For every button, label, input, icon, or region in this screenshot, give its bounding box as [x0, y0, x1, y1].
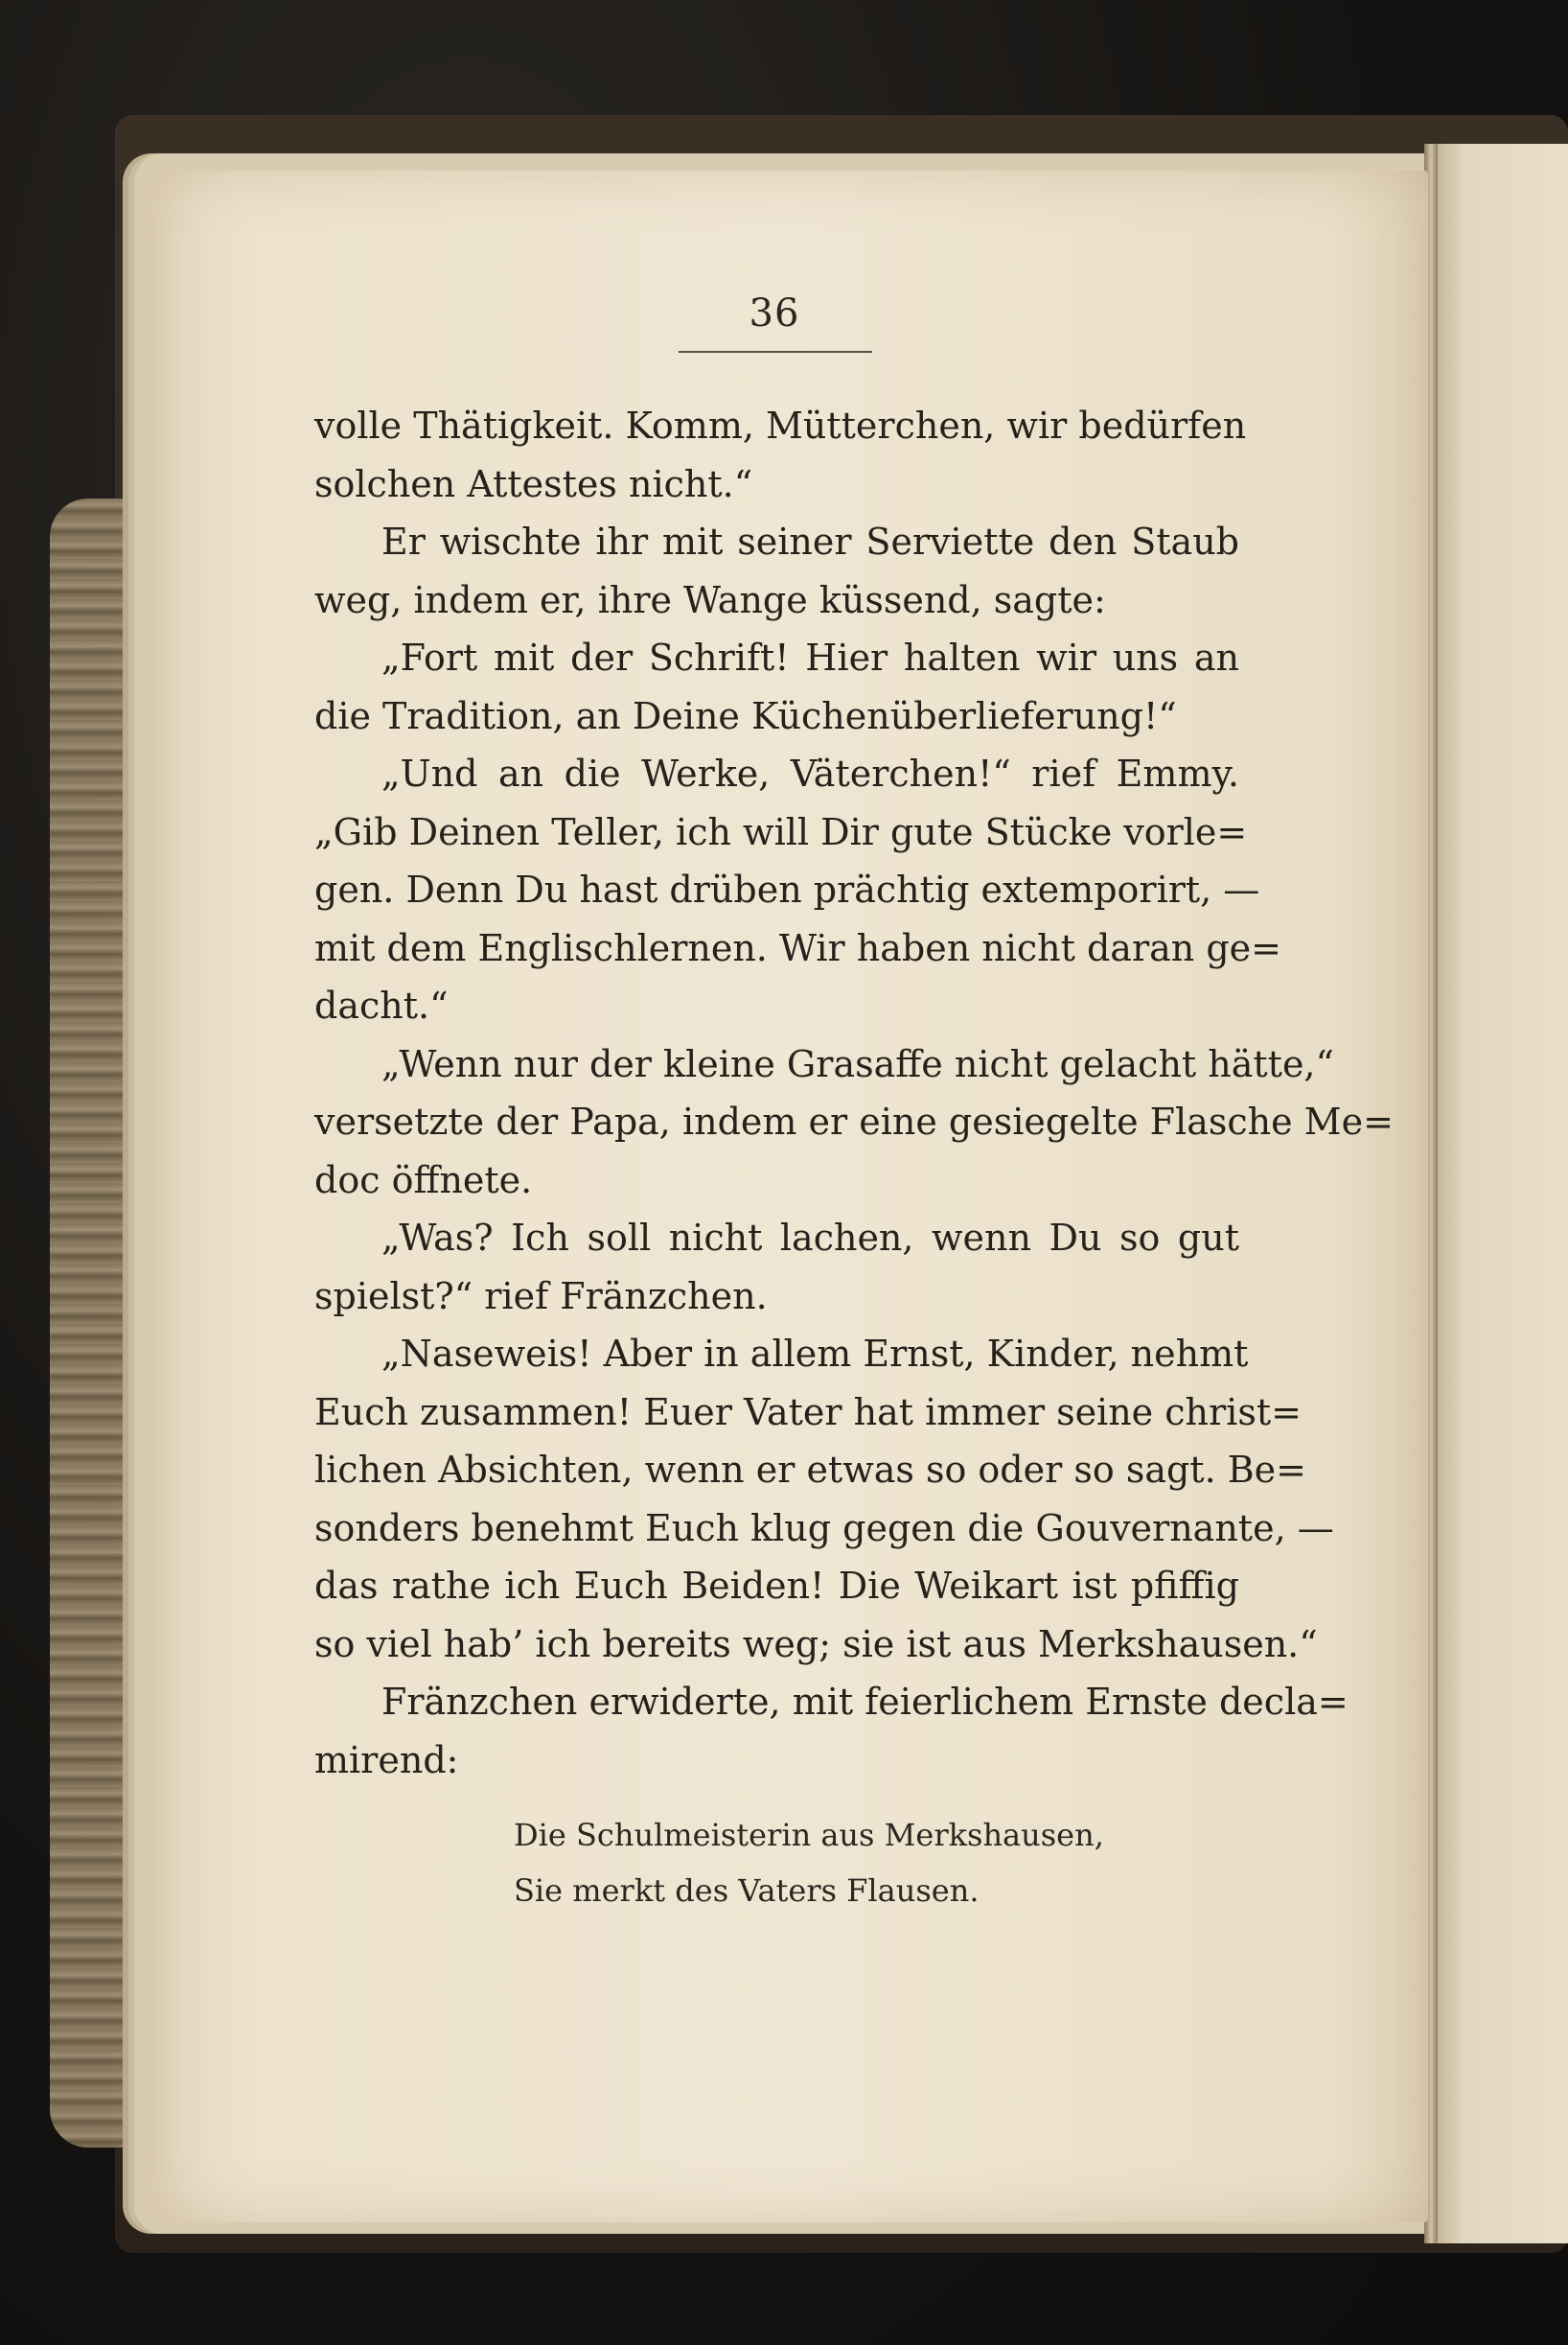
text-line: solchen Attestes nicht.“	[314, 462, 753, 505]
text-line: „Fort mit der Schrift! Hier halten wir uns an	[381, 637, 1239, 679]
text-line: Fränzchen erwiderte, mit feierlichem Ernste decla=	[381, 1681, 1349, 1723]
text-line: „Und an die Werke, Väterchen!“ rief Emmy.	[381, 753, 1239, 795]
text-line: mirend:	[314, 1738, 459, 1781]
text-line: „Naseweis! Aber in allem Ernst, Kinder, nehmt	[381, 1333, 1249, 1375]
text-line: lichen Absichten, wenn er etwas so oder so sagt. Be=	[314, 1449, 1306, 1491]
text-line: so viel hab’ ich bereits weg; sie ist aus Merkshausen.“	[314, 1622, 1318, 1665]
verse-block	[514, 1807, 1108, 1918]
text-line: „Wenn nur der kleine Grasaffe nicht gelacht hätte,“	[381, 1042, 1334, 1085]
page-number-rule	[679, 351, 872, 353]
text-line: „Was? Ich soll nicht lachen, wenn Du so gut	[381, 1217, 1239, 1259]
text-line: Euch zusammen! Euer Vater hat immer seine christ=	[314, 1390, 1302, 1433]
text-line: Er wischte ihr mit seiner Serviette den Staub	[381, 521, 1239, 563]
text-line: dacht.“	[314, 985, 449, 1027]
text-line: spielst?“ rief Fränzchen.	[314, 1274, 768, 1317]
text-line: volle Thätigkeit. Komm, Mütterchen, wir bedürfen	[314, 405, 1247, 447]
verse-line: Sie merkt des Vaters Flausen.	[514, 1872, 980, 1909]
verse-line: Die Schulmeisterin aus Merkshausen,	[514, 1817, 1104, 1853]
text-line: gen. Denn Du hast drüben prächtig extemporirt, —	[314, 869, 1260, 911]
text-line: „Gib Deinen Teller, ich will Dir gute Stücke vorle=	[314, 810, 1248, 853]
text-line: weg, indem er, ihre Wange küssend, sagte:	[314, 578, 1106, 621]
text-line: sonders benehmt Euch klug gegen die Gouvernante, —	[314, 1506, 1334, 1549]
facing-page-edge	[1428, 144, 1568, 2243]
body-text	[314, 397, 1394, 1789]
text-line: mit dem Englischlernen. Wir haben nicht daran ge=	[314, 926, 1281, 969]
text-line: das rathe ich Euch Beiden! Die Weikart ist pfiffig	[314, 1565, 1239, 1607]
text-line: versetzte der Papa, indem er eine gesiegelte Flasche Me=	[314, 1101, 1394, 1143]
text-line: die Tradition, an Deine Küchenüberlieferung!“	[314, 694, 1177, 737]
page-number: 36	[749, 291, 800, 336]
text-line: doc öffnete.	[314, 1158, 533, 1201]
